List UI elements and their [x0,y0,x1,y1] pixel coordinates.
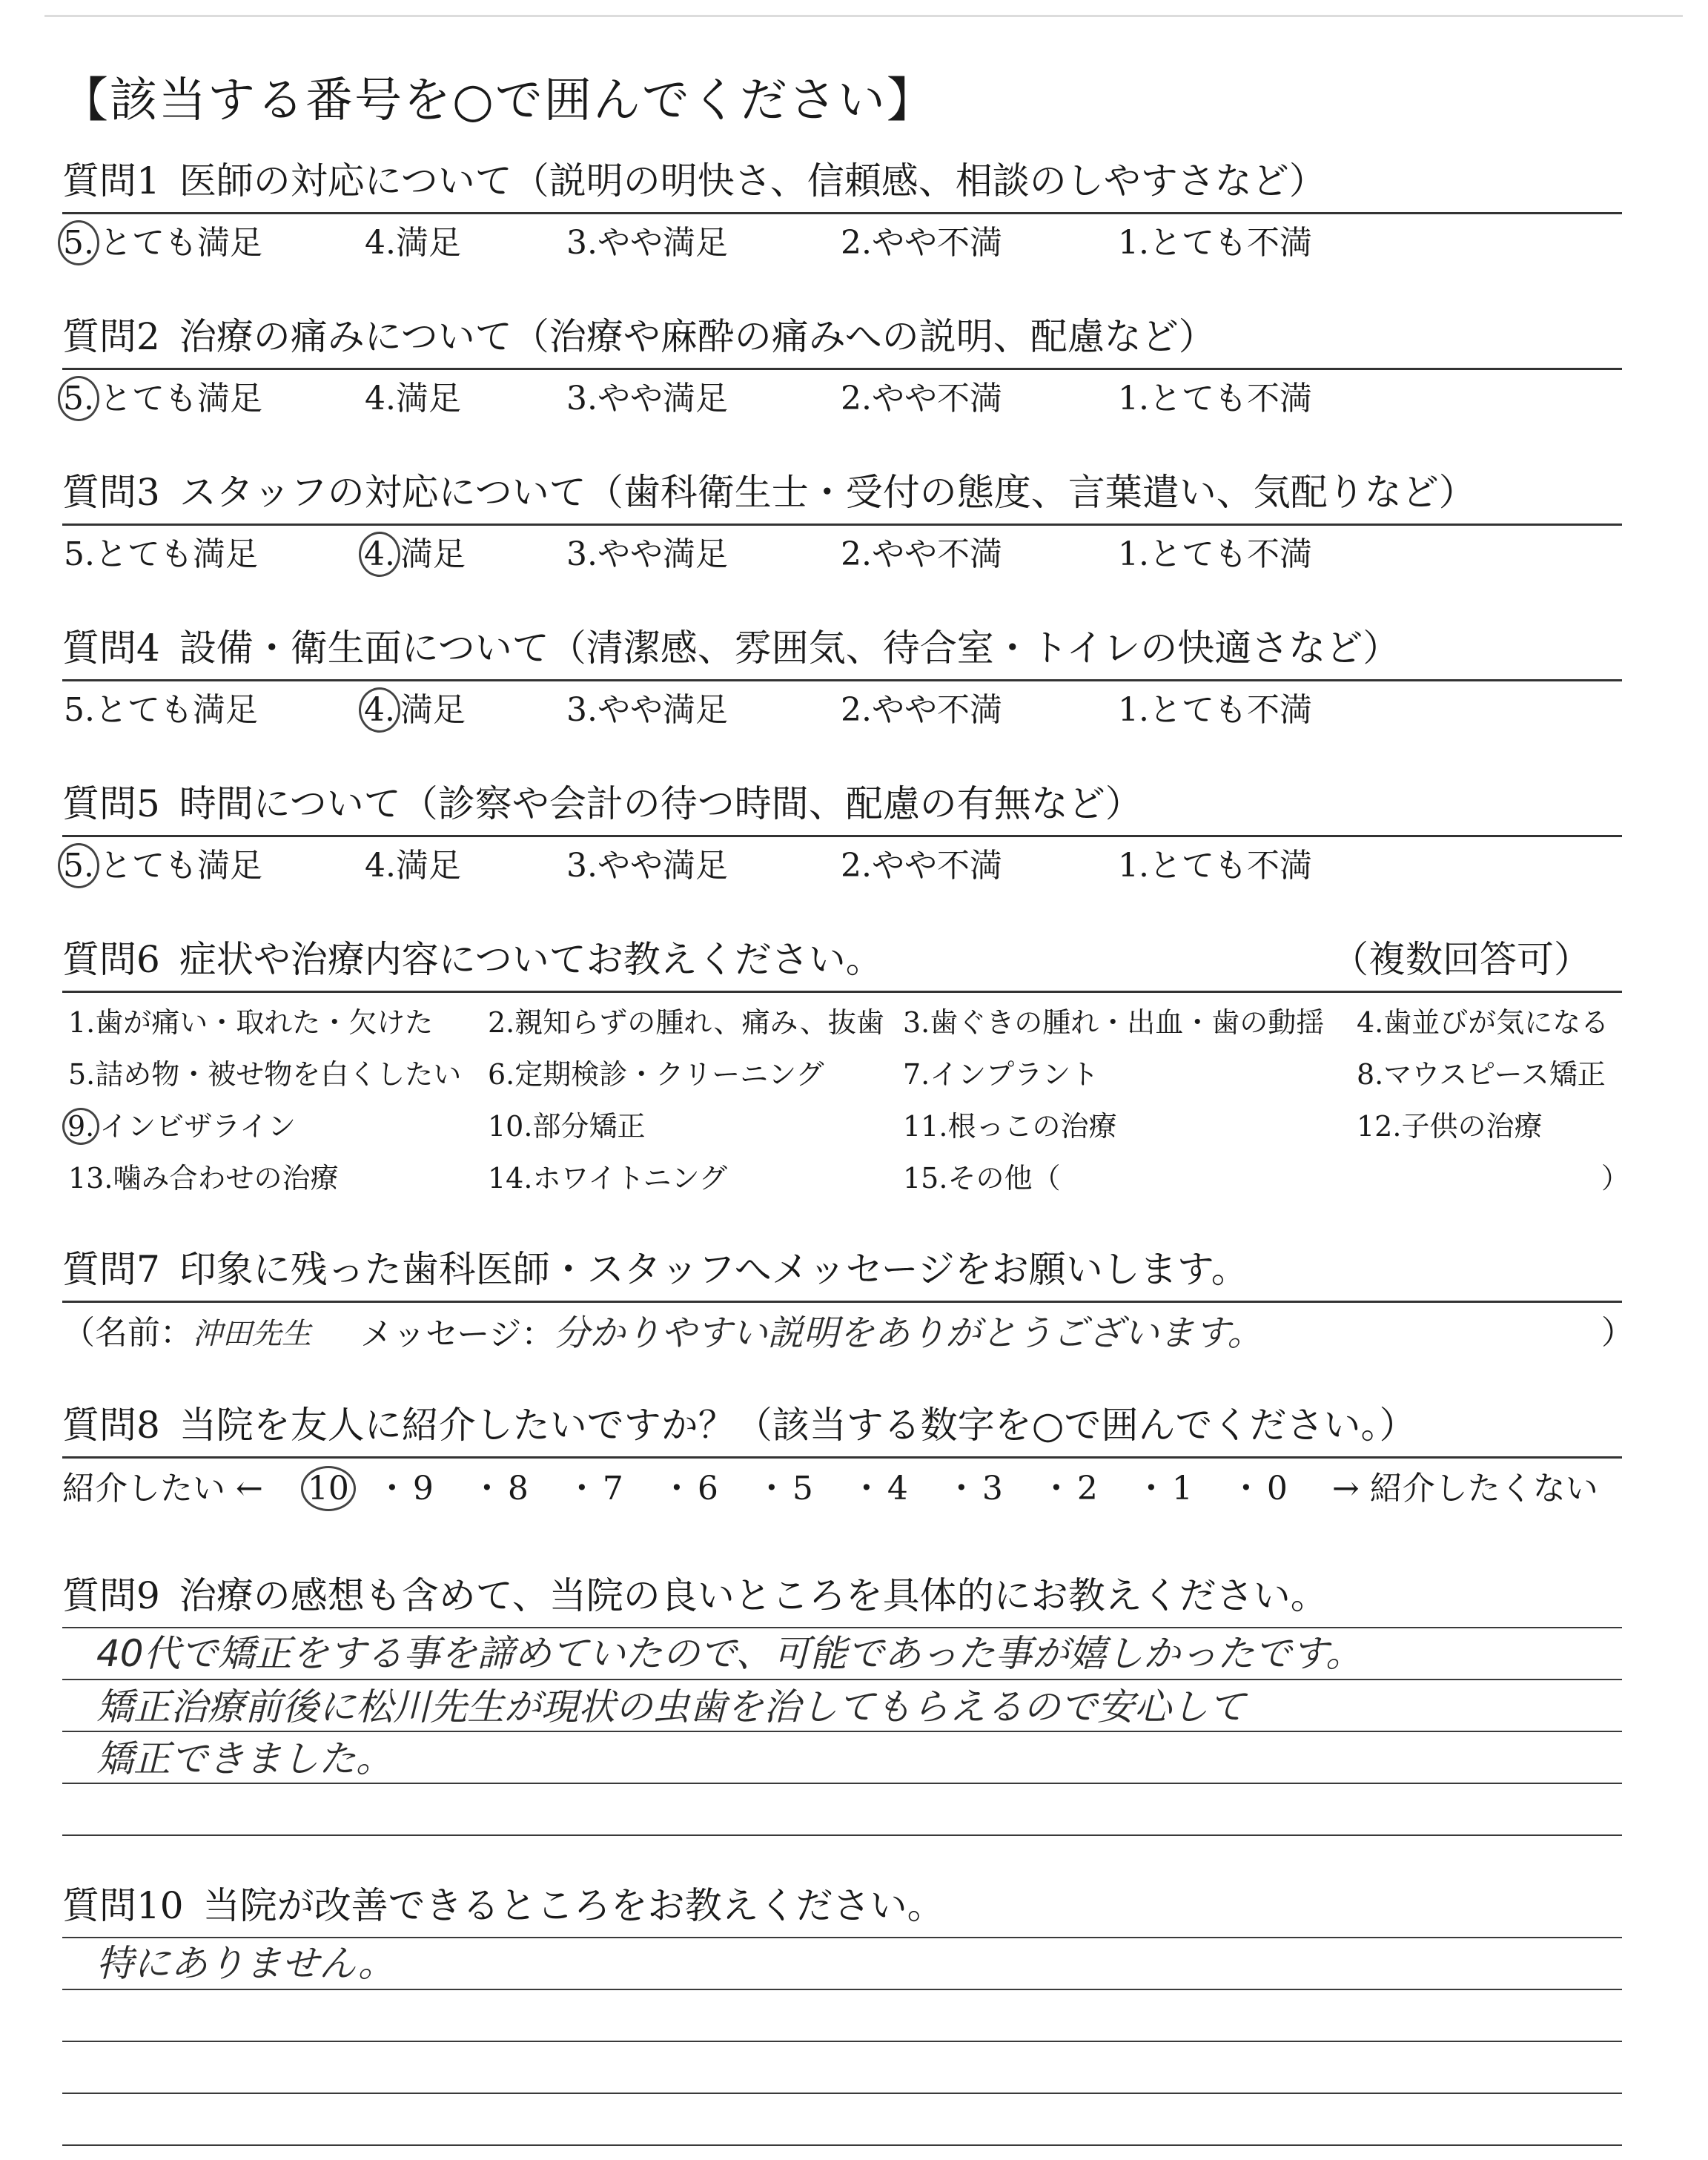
answer-rule [62,524,1622,526]
scale-option-3[interactable] [945,1468,1040,1510]
scale-left-label: 紹介したい ← [62,1470,263,1507]
question-title: 治療の痛みについて（治療や麻酔の痛みへの説明、配慮など） [179,315,1216,358]
rating-option-4[interactable]: 4. 満足 [365,534,466,575]
symptom-option-12[interactable]: 12.子供の治療 [1357,1110,1543,1143]
answer-line [62,1937,1622,1938]
answer-rule [62,212,1622,214]
answer-line [62,2093,1622,2094]
scale-option-label: 6 [697,1470,718,1507]
question-title: 設備・衛生面について（清潔感、雰囲気、待合室・トイレの快適さなど） [179,627,1400,670]
name-field[interactable] [62,1312,311,1355]
question-title: スタッフの対応について（歯科衛生士・受付の態度、言葉遣い、気配りなど） [179,471,1476,514]
answer-line [62,1834,1622,1836]
name-label: （名前： [62,1314,193,1352]
question-title: 当院を友人に紹介したいですか？（該当する数字を○で囲んでください。） [179,1404,1417,1447]
recommend-scale [62,1468,1598,1510]
question-title: 時間について（診察や会計の待つ時間、配慮の有無など） [179,782,1142,825]
symptom-option-9[interactable]: 9. インビザライン [68,1108,296,1145]
scale-option-label: 9 [412,1470,434,1507]
question-number: 質問8 [62,1404,160,1447]
scale-option-label: 7 [602,1470,623,1507]
question-number: 質問5 [62,782,160,825]
rating-option-2[interactable]: 2.やや不満 [841,847,1002,885]
answer-rule [62,679,1622,681]
question-title: 医師の対応について（説明の明快さ、信頼感、相談のしやすさなど） [179,159,1326,202]
rating-option-4[interactable]: 4.満足 [365,847,461,885]
rating-option-2[interactable]: 2.やや不満 [841,224,1002,262]
answer-rule [62,368,1622,370]
scale-option-2[interactable] [1040,1468,1135,1510]
answer-line [62,2041,1622,2042]
rating-option-3[interactable]: 3.やや満足 [566,691,728,729]
answer-line [62,1989,1622,1990]
scale-option-label: 3 [982,1470,1003,1507]
question-number: 質問10 [62,1884,184,1927]
symptom-option-4[interactable]: 4.歯並びが気になる [1357,1006,1609,1039]
scale-items: 10 ・ 9 ・ 8 ・ 7 ・ 6 ・ 5 ・ 4 ・ 3 ・ 2 ・ 1 ・ 0 [281,1468,1325,1510]
question-number: 質問6 [62,938,160,981]
answer-line [62,1731,1622,1732]
question-number: 質問2 [62,315,160,358]
scale-option-label: 5 [792,1470,813,1507]
rating-option-4[interactable]: 4.満足 [365,380,461,417]
form-instruction-header: 【該当する番号を○で囲んでください】 [61,73,936,128]
rating-option-1[interactable]: 1.とても不満 [1118,224,1312,262]
scale-option-label: 4 [887,1470,908,1507]
symptom-option-11[interactable]: 11.根っこの治療 [903,1110,1117,1143]
scale-option-label: 0 [1266,1470,1288,1507]
rating-option-3[interactable]: 3.やや満足 [566,535,728,573]
comment-line-1: 40代で矯正をする事を諦めていたので、可能であった事が嬉しかったです。 [96,1632,1363,1675]
question-title: 症状や治療内容についてお教えください。 [179,938,883,981]
rating-option-4[interactable]: 4. 満足 [365,690,466,731]
rating-option-5[interactable]: 5.とても満足 [64,535,258,573]
question-number: 質問1 [62,159,160,202]
rating-option-5[interactable]: 5. とても満足 [64,845,262,887]
symptom-option-7[interactable]: 7.インプラント [903,1058,1099,1091]
question-number: 質問3 [62,471,160,514]
question-title: 当院が改善できるところをお教えください。 [202,1884,944,1927]
rating-option-3[interactable]: 3.やや満足 [566,380,728,417]
page-top-edge [44,15,1683,17]
rating-option-2[interactable]: 2.やや不満 [841,691,1002,729]
answer-rule [62,1456,1622,1459]
answer-rule [62,991,1622,993]
comment-line-3: 矯正できました。 [96,1737,393,1780]
symptom-option-6[interactable]: 6.定期検診・クリーニング [488,1058,824,1091]
answer-line [62,2144,1622,2146]
scale-option-label: 10 [301,1466,356,1511]
scale-option-label: 2 [1076,1470,1098,1507]
scale-option-1[interactable] [1135,1468,1230,1510]
rating-option-3[interactable]: 3.やや満足 [566,224,728,262]
message-label: メッセージ： [360,1315,555,1353]
rating-option-1[interactable]: 1.とても不満 [1118,535,1312,573]
rating-option-5[interactable]: 5. とても満足 [64,378,262,420]
answer-rule [62,835,1622,837]
symptom-option-3[interactable]: 3.歯ぐきの腫れ・出血・歯の動揺 [903,1006,1325,1039]
symptom-option-14[interactable]: 14.ホワイトニング [488,1162,728,1195]
symptom-option-15[interactable]: 15.その他（ [903,1162,1061,1195]
scale-option-8[interactable] [471,1468,566,1510]
scale-option-4[interactable] [850,1468,945,1510]
rating-option-5[interactable]: 5.とても満足 [64,691,258,729]
symptom-option-13[interactable]: 13.噛み合わせの治療 [68,1162,339,1195]
message-value: 分かりやすい説明をありがとうございます。 [554,1312,1263,1354]
rating-option-3[interactable]: 3.やや満足 [566,847,728,885]
scale-option-7[interactable] [566,1468,661,1510]
symptom-option-8[interactable]: 8.マウスピース矯正 [1357,1058,1606,1091]
rating-option-4[interactable]: 4.満足 [365,224,461,262]
question-number: 質問9 [62,1574,160,1617]
rating-option-1[interactable]: 1.とても不満 [1118,691,1312,729]
symptom-option-5[interactable]: 5.詰め物・被せ物を白くしたい [68,1058,462,1091]
answer-line [62,1783,1622,1784]
answer-line [62,1627,1622,1628]
question-title: 印象に残った歯科医師・スタッフへメッセージをお願いします。 [179,1248,1248,1291]
scale-option-9[interactable] [376,1468,471,1510]
multiple-answer-note: （複数回答可） [1331,938,1591,981]
rating-option-2[interactable]: 2.やや不満 [841,535,1002,573]
name-value: 沖田先生 [193,1317,311,1351]
rating-option-2[interactable]: 2.やや不満 [841,380,1002,417]
scale-right-label: → 紹介したくない [1331,1470,1598,1507]
message-close-paren: ） [1601,1314,1634,1352]
other-close-paren: ） [1601,1162,1630,1195]
question-number: 質問7 [62,1248,160,1291]
symptom-option-10[interactable]: 10.部分矯正 [488,1110,646,1143]
scale-option-0[interactable] [1230,1468,1325,1510]
scale-option-5[interactable] [755,1468,850,1510]
scale-option-label: 1 [1171,1470,1193,1507]
message-field[interactable] [360,1312,1263,1355]
question-title: 治療の感想も含めて、当院の良いところを具体的にお教えください。 [179,1574,1328,1617]
scale-option-6[interactable] [661,1468,755,1510]
scale-option-label: 8 [507,1470,529,1507]
rating-option-1[interactable]: 1.とても不満 [1118,380,1312,417]
comment-line-2: 矯正治療前後に松川先生が現状の虫歯を治してもらえるので安心して [96,1685,1245,1728]
symptom-option-1[interactable]: 1.歯が痛い・取れた・欠けた [68,1006,434,1039]
answer-line [62,1679,1622,1680]
rating-option-5[interactable]: 5. とても満足 [64,222,262,264]
scale-option-10[interactable] [281,1468,376,1510]
improvement-line-1: 特にありません。 [96,1942,395,1985]
question-number: 質問4 [62,627,160,670]
rating-option-1[interactable]: 1.とても不満 [1118,847,1312,885]
answer-rule [62,1301,1622,1303]
symptom-option-2[interactable]: 2.親知らずの腫れ、痛み、抜歯 [488,1006,884,1039]
